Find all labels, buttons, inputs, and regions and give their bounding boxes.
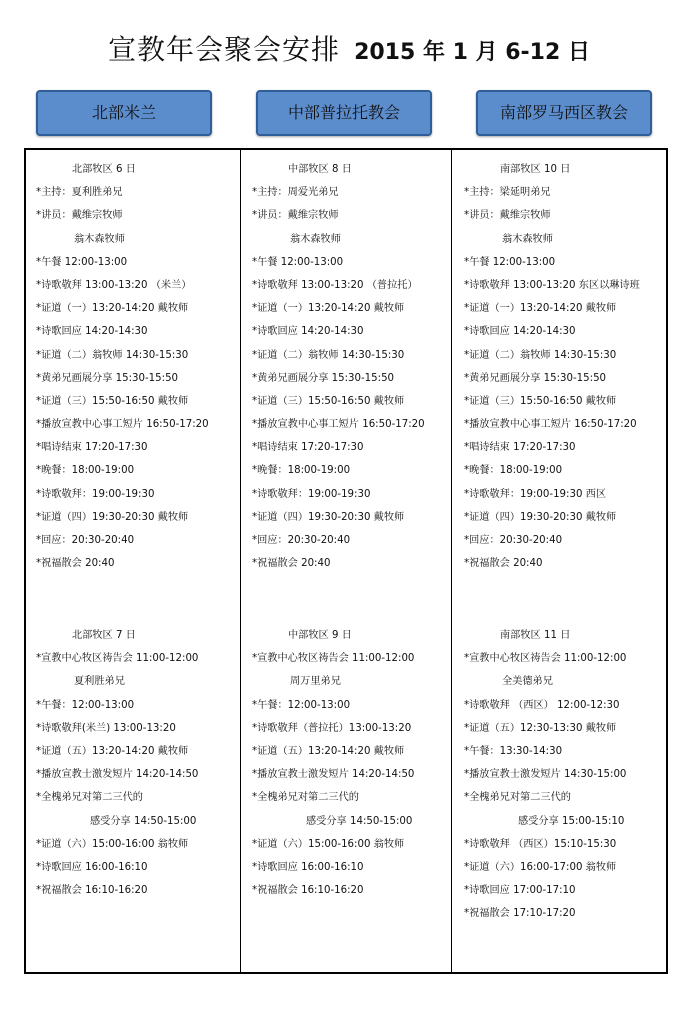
list-item: *证道（五）13:20-14:20 戴牧师 xyxy=(252,745,405,757)
list-item: *诗歌回应 14:20-14:30 xyxy=(36,326,148,338)
list-item: *诗歌敬拜：19:00-19:30 西区 xyxy=(464,488,607,500)
list-item: *诗歌敬拜：19:00-19:30 xyxy=(252,488,371,500)
list-item: *诗歌敬拜 13:00-13:20 东区以琳诗班 xyxy=(464,279,640,291)
list-item: *回应：20:30-20:40 xyxy=(36,535,135,546)
list-item: *诗歌敬拜 （西区）15:10-15:30 xyxy=(464,838,617,850)
list-item: *诗歌回应 17:00-17:10 xyxy=(464,885,576,897)
list-item: *证道（五）13:20-14:20 戴牧师 xyxy=(36,745,189,757)
list-item: *午餐 12:00-13:00 xyxy=(464,256,556,268)
list-item: *播放宣教士激发短片 14:20-14:50 xyxy=(252,769,415,781)
list-item: 感受分享 15:00-15:10 xyxy=(518,815,625,827)
list-item: *祝福散会 17:10-17:20 xyxy=(464,908,576,920)
central-day1-block xyxy=(252,158,425,575)
list-item: *诗歌敬拜 13:00-13:20 （普拉托） xyxy=(252,279,418,291)
list-item: *黄弟兄画展分享 15:30-15:50 xyxy=(36,372,179,384)
list-item: *证道（三）15:50-16:50 戴牧师 xyxy=(464,395,617,407)
list-item: *晚餐：18:00-19:00 xyxy=(464,465,563,477)
list-item: *讲员：戴维宗牧师 xyxy=(252,210,339,222)
list-item: *播放宣教士激发短片 14:30-15:00 xyxy=(464,769,627,781)
list-item: *晚餐：18:00-19:00 xyxy=(252,465,351,477)
column-divider xyxy=(451,148,452,974)
north-day1-block xyxy=(36,158,209,575)
list-item: *播放宣教中心事工短片 16:50-17:20 xyxy=(464,419,637,431)
tab-south: 南部罗马西区教会 xyxy=(476,90,652,136)
title-main: 宣教年会聚会安排 xyxy=(108,33,341,66)
north-day2-heading: 北部牧区 7 日 xyxy=(72,630,136,641)
list-item: 翁木森牧师 xyxy=(502,233,553,245)
list-item: 全美德弟兄 xyxy=(502,676,553,688)
list-item: *午餐：12:00-13:00 xyxy=(36,699,135,711)
list-item: *证道（一）13:20-14:20 戴牧师 xyxy=(252,303,405,315)
list-item: *证道（三）15:50-16:50 戴牧师 xyxy=(36,395,189,407)
list-item: *诗歌回应 16:00-16:10 xyxy=(36,861,148,873)
list-item: *证道（五）12:30-13:30 戴牧师 xyxy=(464,722,617,734)
list-item: *黄弟兄画展分享 15:30-15:50 xyxy=(252,372,395,384)
list-item: *唱诗结束 17:20-17:30 xyxy=(36,442,148,454)
list-item: 夏利胜弟兄 xyxy=(74,676,125,688)
list-item: *晚餐：18:00-19:00 xyxy=(36,465,135,477)
central-day1-heading: 中部牧区 8 日 xyxy=(288,164,352,175)
list-item: *主持：周爱光弟兄 xyxy=(252,187,339,199)
list-item: *祝福散会 20:40 xyxy=(36,558,115,570)
list-item: *主持：夏利胜弟兄 xyxy=(36,187,123,199)
title-date: 2015 年 1 月 6-12 日 xyxy=(354,40,590,65)
list-item: *全槐弟兄对第二三代的 xyxy=(464,792,571,804)
list-item: *诗歌敬拜(米兰) 13:00-13:20 xyxy=(36,722,176,734)
list-item: 翁木森牧师 xyxy=(74,233,125,245)
list-item: *午餐 12:00-13:00 xyxy=(252,256,344,268)
list-item: *证道（二）翁牧师 14:30-15:30 xyxy=(252,349,405,361)
tab-central: 中部普拉托教会 xyxy=(256,90,432,136)
list-item: *证道（六）15:00-16:00 翁牧师 xyxy=(252,838,405,850)
list-item: *诗歌敬拜：19:00-19:30 xyxy=(36,488,155,500)
north-day2-block xyxy=(36,624,198,902)
list-item: *证道（一）13:20-14:20 戴牧师 xyxy=(36,303,189,315)
south-day2-heading: 南部牧区 11 日 xyxy=(500,630,571,641)
list-item: *午餐 12:00-13:00 xyxy=(36,256,128,268)
list-item: *祝福散会 20:40 xyxy=(252,558,331,570)
list-item: 感受分享 14:50-15:00 xyxy=(90,815,197,827)
central-day2-block xyxy=(252,624,414,902)
south-day2-block xyxy=(464,624,626,925)
list-item: *诗歌敬拜 13:00-13:20 （米兰） xyxy=(36,279,192,291)
list-item: *午餐：13:30-14:30 xyxy=(464,745,563,757)
list-item: *证道（六）15:00-16:00 翁牧师 xyxy=(36,838,189,850)
list-item: *证道（四）19:30-20:30 戴牧师 xyxy=(464,511,617,523)
list-item: *证道（六）16:00-17:00 翁牧师 xyxy=(464,861,617,873)
list-item: *证道（四）19:30-20:30 戴牧师 xyxy=(36,511,189,523)
list-item: *全槐弟兄对第二三代的 xyxy=(36,792,143,804)
south-day1-heading: 南部牧区 10 日 xyxy=(500,164,571,175)
list-item: *诗歌敬拜（普拉托）13:00-13:20 xyxy=(252,722,412,734)
list-item: *证道（二）翁牧师 14:30-15:30 xyxy=(36,349,189,361)
list-item: *诗歌回应 14:20-14:30 xyxy=(464,326,576,338)
list-item: *诗歌回应 16:00-16:10 xyxy=(252,861,364,873)
list-item: *主持：梁延明弟兄 xyxy=(464,187,551,199)
tab-north: 北部米兰 xyxy=(36,90,212,136)
list-item: *播放宣教士激发短片 14:20-14:50 xyxy=(36,769,199,781)
list-item: *讲员：戴维宗牧师 xyxy=(36,210,123,222)
list-item: *讲员：戴维宗牧师 xyxy=(464,210,551,222)
list-item: *全槐弟兄对第二三代的 xyxy=(252,792,359,804)
list-item: *回应：20:30-20:40 xyxy=(464,535,563,546)
list-item: *唱诗结束 17:20-17:30 xyxy=(464,442,576,454)
list-item: *证道（二）翁牧师 14:30-15:30 xyxy=(464,349,617,361)
south-day1-block xyxy=(464,158,640,575)
list-item: *诗歌回应 14:20-14:30 xyxy=(252,326,364,338)
list-item: *午餐：12:00-13:00 xyxy=(252,699,351,711)
central-day2-heading: 中部牧区 9 日 xyxy=(288,630,352,641)
list-item: *祝福散会 16:10-16:20 xyxy=(36,885,148,897)
list-item: *唱诗结束 17:20-17:30 xyxy=(252,442,364,454)
list-item: *播放宣教中心事工短片 16:50-17:20 xyxy=(252,419,425,431)
list-item: *宣教中心牧区祷告会 11:00-12:00 xyxy=(36,653,199,665)
list-item: *回应：20:30-20:40 xyxy=(252,535,351,546)
north-day1-heading: 北部牧区 6 日 xyxy=(72,164,136,175)
list-item: *证道（四）19:30-20:30 戴牧师 xyxy=(252,511,405,523)
list-item: *宣教中心牧区祷告会 11:00-12:00 xyxy=(464,653,627,665)
list-item: *证道（三）15:50-16:50 戴牧师 xyxy=(252,395,405,407)
list-item: *诗歌敬拜 （西区） 12:00-12:30 xyxy=(464,699,620,711)
list-item: 周万里弟兄 xyxy=(290,676,341,688)
list-item: *祝福散会 20:40 xyxy=(464,558,543,570)
list-item: *宣教中心牧区祷告会 11:00-12:00 xyxy=(252,653,415,665)
list-item: *播放宣教中心事工短片 16:50-17:20 xyxy=(36,419,209,431)
column-divider xyxy=(240,148,241,974)
list-item: 翁木森牧师 xyxy=(290,233,341,245)
list-item: *黄弟兄画展分享 15:30-15:50 xyxy=(464,372,607,384)
list-item: *祝福散会 16:10-16:20 xyxy=(252,885,364,897)
page-title xyxy=(0,28,698,68)
list-item: 感受分享 14:50-15:00 xyxy=(306,815,413,827)
list-item: *证道（一）13:20-14:20 戴牧师 xyxy=(464,303,617,315)
